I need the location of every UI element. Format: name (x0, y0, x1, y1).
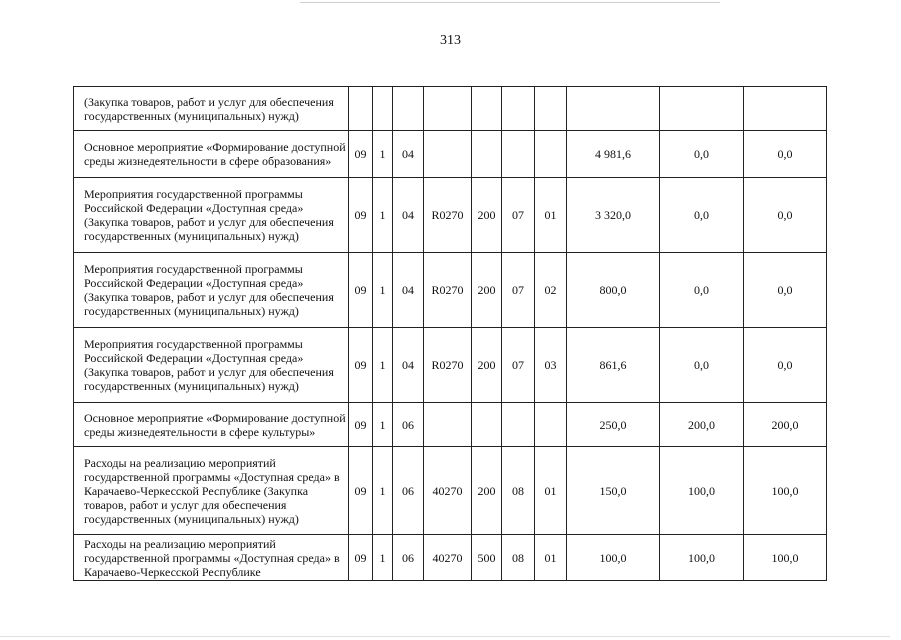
code-subprogram (373, 87, 393, 131)
code-target-item: 40270 (424, 535, 472, 581)
code-subprogram: 1 (373, 535, 393, 581)
sum-year-2: 0,0 (660, 178, 744, 253)
row-description: Расходы на реализацию мероприятий государственной программы «Доступная среда» в Карачаево-Черкесской Республике (74, 535, 349, 581)
table-row (74, 535, 827, 581)
row-description: (Закупка товаров, работ и услуг для обеспечения государственных (муниципальных) нужд) (74, 87, 349, 131)
code-division: 08 (502, 447, 535, 535)
sum-year-1: 100,0 (567, 535, 660, 581)
scan-bottom-rule (0, 636, 890, 637)
code-target-item (424, 131, 472, 178)
sum-year-3: 0,0 (744, 131, 827, 178)
sum-year-1 (567, 87, 660, 131)
row-description: Мероприятия государственной программы Российской Федерации «Доступная среда» (Закупка товаров, работ и услуг для обеспечения государственных (муниципальных) нужд) (74, 178, 349, 253)
code-division: 07 (502, 178, 535, 253)
table-row (74, 87, 827, 131)
code-division: 07 (502, 328, 535, 403)
code-target-item: R0270 (424, 178, 472, 253)
code-target-item: 40270 (424, 447, 472, 535)
code-expense-type: 200 (472, 447, 502, 535)
sum-year-3: 0,0 (744, 178, 827, 253)
code-subdivision (535, 403, 567, 447)
row-description: Мероприятия государственной программы Российской Федерации «Доступная среда» (Закупка товаров, работ и услуг для обеспечения государственных (муниципальных) нужд) (74, 253, 349, 328)
table-row (74, 131, 827, 178)
sum-year-2: 100,0 (660, 535, 744, 581)
sum-year-3: 100,0 (744, 535, 827, 581)
code-chapter: 09 (349, 535, 373, 581)
code-subdivision: 01 (535, 447, 567, 535)
code-section: 04 (393, 131, 424, 178)
code-division (502, 403, 535, 447)
code-division (502, 87, 535, 131)
code-section: 06 (393, 447, 424, 535)
sum-year-1: 3 320,0 (567, 178, 660, 253)
sum-year-1: 250,0 (567, 403, 660, 447)
sum-year-1: 861,6 (567, 328, 660, 403)
code-section: 06 (393, 403, 424, 447)
sum-year-1: 800,0 (567, 253, 660, 328)
code-section: 06 (393, 535, 424, 581)
code-target-item: R0270 (424, 328, 472, 403)
row-description: Мероприятия государственной программы Российской Федерации «Доступная среда» (Закупка товаров, работ и услуг для обеспечения государственных (муниципальных) нужд) (74, 328, 349, 403)
code-expense-type: 200 (472, 253, 502, 328)
code-section: 04 (393, 178, 424, 253)
code-subprogram: 1 (373, 328, 393, 403)
code-chapter: 09 (349, 253, 373, 328)
code-subprogram: 1 (373, 403, 393, 447)
code-chapter: 09 (349, 131, 373, 178)
code-subprogram: 1 (373, 131, 393, 178)
table-row (74, 253, 827, 328)
code-subdivision: 03 (535, 328, 567, 403)
sum-year-1: 4 981,6 (567, 131, 660, 178)
code-section (393, 87, 424, 131)
code-subdivision (535, 131, 567, 178)
code-expense-type: 200 (472, 178, 502, 253)
code-expense-type: 200 (472, 328, 502, 403)
code-expense-type (472, 87, 502, 131)
code-target-item: R0270 (424, 253, 472, 328)
table-row (74, 328, 827, 403)
sum-year-3: 0,0 (744, 253, 827, 328)
sum-year-2: 100,0 (660, 447, 744, 535)
code-subprogram: 1 (373, 178, 393, 253)
code-chapter: 09 (349, 403, 373, 447)
page-number: 313 (440, 33, 461, 48)
code-subprogram: 1 (373, 253, 393, 328)
code-chapter: 09 (349, 178, 373, 253)
sum-year-3 (744, 87, 827, 131)
sum-year-3: 200,0 (744, 403, 827, 447)
code-subdivision: 01 (535, 535, 567, 581)
code-subdivision: 02 (535, 253, 567, 328)
code-chapter: 09 (349, 447, 373, 535)
row-description: Основное мероприятие «Формирование доступной среды жизнедеятельности в сфере образования» (74, 131, 349, 178)
code-chapter: 09 (349, 328, 373, 403)
code-subdivision: 01 (535, 178, 567, 253)
sum-year-2: 0,0 (660, 131, 744, 178)
code-subprogram: 1 (373, 447, 393, 535)
code-section: 04 (393, 328, 424, 403)
sum-year-2 (660, 87, 744, 131)
code-chapter (349, 87, 373, 131)
code-target-item (424, 87, 472, 131)
budget-table-body (74, 87, 827, 581)
code-division (502, 131, 535, 178)
sum-year-3: 100,0 (744, 447, 827, 535)
code-section: 04 (393, 253, 424, 328)
sum-year-2: 0,0 (660, 253, 744, 328)
code-expense-type (472, 403, 502, 447)
sum-year-2: 200,0 (660, 403, 744, 447)
row-description: Расходы на реализацию мероприятий государственной программы «Доступная среда» в Карачаево-Черкесской Республике (Закупка товаров, работ и услуг для обеспечения государственных (муниципальных) нужд) (74, 447, 349, 535)
sum-year-2: 0,0 (660, 328, 744, 403)
code-target-item (424, 403, 472, 447)
code-division: 08 (502, 535, 535, 581)
row-description: Основное мероприятие «Формирование доступной среды жизнедеятельности в сфере культуры» (74, 403, 349, 447)
sum-year-3: 0,0 (744, 328, 827, 403)
sum-year-1: 150,0 (567, 447, 660, 535)
table-row (74, 178, 827, 253)
code-expense-type: 500 (472, 535, 502, 581)
code-expense-type (472, 131, 502, 178)
code-division: 07 (502, 253, 535, 328)
table-row (74, 403, 827, 447)
budget-table (73, 86, 827, 581)
scan-top-rule (300, 2, 720, 3)
table-row (74, 447, 827, 535)
code-subdivision (535, 87, 567, 131)
